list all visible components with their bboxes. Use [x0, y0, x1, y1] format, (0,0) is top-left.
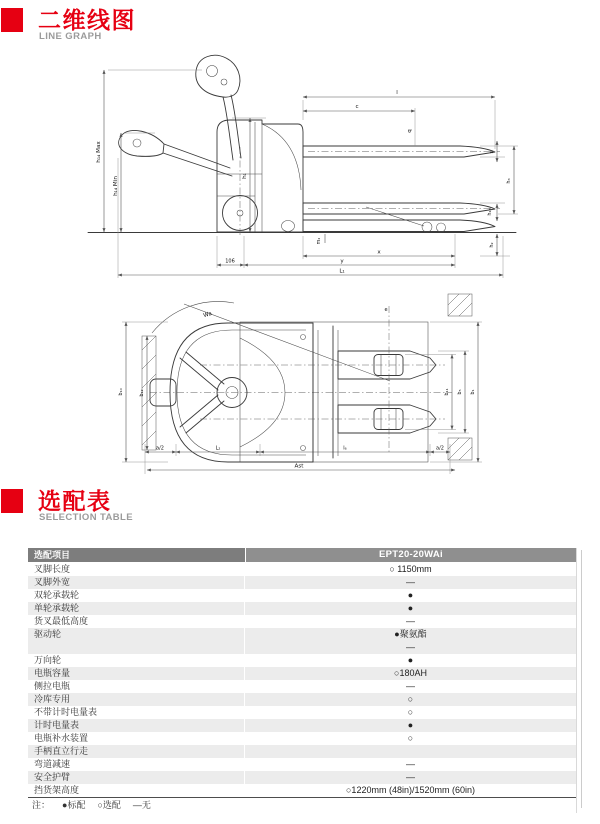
table-note-row — [28, 797, 576, 813]
section-title-en: LINE GRAPH — [39, 31, 102, 42]
spec-item-value: — — [406, 772, 415, 782]
spec-item-value: — — [406, 616, 415, 626]
table-row — [28, 563, 576, 576]
spec-item-label: 万向轮 — [28, 654, 245, 667]
dim-label-h3: h₃ — [506, 178, 512, 184]
dim-label-wa: Wa — [202, 310, 213, 320]
red-square-bullet-icon — [1, 8, 23, 32]
spec-item-label: 弯道减速 — [28, 758, 245, 771]
spec-item-value: ● — [407, 655, 414, 665]
dim-label-b1: b₁ — [470, 389, 476, 395]
spec-item-label: 安全护臂 — [28, 771, 245, 784]
dim-label-h14max: h₁₄ Max — [96, 141, 102, 163]
table-row — [28, 602, 576, 615]
pallet-outline — [240, 322, 428, 462]
spec-item-value: ○ — [407, 707, 414, 717]
dim-label-L2: L₂ — [215, 445, 221, 452]
dim-label-ast: Ast — [294, 463, 304, 470]
table-row — [28, 784, 576, 797]
aisle-corner-hatch-top — [448, 294, 472, 316]
table-row — [28, 745, 576, 758]
dim-label-106: 106 — [225, 258, 235, 265]
tiller-head-lowered — [119, 130, 164, 156]
dim-label-a2-right: a/2 — [436, 445, 444, 452]
dim-label-s: s — [489, 150, 495, 154]
table-row — [28, 576, 576, 589]
dim-label-q: q — [407, 129, 413, 133]
spec-item-value: ○ — [407, 694, 414, 704]
table-row — [28, 680, 576, 693]
tiller-arm-raised — [223, 97, 233, 160]
table-row — [28, 654, 576, 667]
spec-item-label: 侧拉电瓶 — [28, 680, 245, 693]
note-standard-legend: ●标配 — [62, 800, 86, 810]
top-view — [118, 294, 482, 474]
spec-item-value: ○ — [407, 733, 414, 743]
spec-item-label: 单轮承载轮 — [28, 602, 245, 615]
spec-item-label: 双轮承载轮 — [28, 589, 245, 602]
table-header-row — [28, 548, 576, 562]
column-header-item: 选配项目 — [28, 548, 245, 562]
spec-item-value: ○180AH — [394, 668, 427, 678]
load-roller — [422, 222, 432, 232]
spec-item-label: 手柄直立行走 — [28, 745, 245, 758]
note-prefix: 注： — [32, 800, 51, 810]
table-row — [28, 615, 576, 628]
spec-item-value: ● — [407, 603, 414, 613]
dim-label-l: l — [396, 90, 398, 96]
table-row — [28, 628, 576, 654]
caster-wheel — [282, 221, 295, 232]
dim-label-h13: h₁₃ — [487, 208, 493, 216]
table-row — [28, 693, 576, 706]
dim-label-b11: b₁₁ — [444, 388, 450, 396]
column-header-model: EPT20-20WAi — [246, 548, 576, 562]
spec-item-label: 叉脚外宽 — [28, 576, 245, 589]
spec-item-label: 叉脚长度 — [28, 563, 245, 576]
dim-label-b5: b₅ — [457, 389, 463, 395]
side-view — [88, 55, 518, 278]
dim-label-l6: l₆ — [343, 445, 347, 452]
spec-item-label: 货叉最低高度 — [28, 615, 245, 628]
note-optional-legend: ○选配 — [97, 800, 121, 810]
dim-label-x: x — [377, 249, 381, 256]
dim-label-m2: m₂ — [316, 237, 322, 245]
dim-label-y: y — [340, 258, 344, 265]
spec-item-label: 电瓶容量 — [28, 667, 245, 680]
turning-radius-line — [184, 304, 390, 381]
spec-item-label: 冷库专用 — [28, 693, 245, 706]
table-row — [28, 706, 576, 719]
note-none-legend: —无 — [132, 800, 151, 810]
spec-item-value: ○ 1150mm — [389, 564, 432, 574]
spec-item-value: ●聚氨酯 — — [394, 629, 427, 652]
turning-radius-arc — [152, 301, 234, 333]
fork-ground — [303, 220, 495, 232]
table-row — [28, 732, 576, 745]
section-title-cn: 二维线图 — [38, 7, 136, 33]
table-row — [28, 589, 576, 602]
spec-item-label: 挡货架高度 — [28, 784, 245, 797]
dim-label-b12: b₁₂ — [139, 389, 145, 397]
table-row — [28, 719, 576, 732]
spec-item-label: 不带计时电量表 — [28, 706, 245, 719]
table-right-edge-line — [581, 550, 582, 808]
spec-item-value: — — [406, 759, 415, 769]
spec-item-value: — — [406, 681, 415, 691]
table-row — [28, 758, 576, 771]
red-square-bullet-icon — [1, 489, 23, 513]
technical-drawing — [0, 50, 600, 480]
section-title-cn: 选配表 — [38, 488, 112, 514]
dim-label-h14min: h₁₄ Min — [113, 176, 119, 196]
dim-label-c: c — [355, 104, 359, 110]
table-row — [28, 667, 576, 680]
selection-table — [28, 548, 577, 813]
spec-item-value: ● — [407, 590, 414, 600]
dim-label-h1: h₁ — [242, 173, 248, 179]
section-title-en: SELECTION TABLE — [39, 512, 133, 523]
spec-item-value: ○1220mm (48in)/1520mm (60in) — [346, 785, 475, 795]
dim-label-b10: b₁₀ — [118, 388, 124, 396]
spec-item-value: — — [406, 577, 415, 587]
aisle-corner-hatch-bottom — [448, 438, 472, 460]
line-graph-header — [0, 7, 300, 53]
table-row — [28, 771, 576, 784]
spec-item-label: 电瓶补水装置 — [28, 732, 245, 745]
spec-item-label: 驱动轮 — [28, 628, 245, 654]
spec-item-value — [245, 745, 576, 758]
selection-table-header — [0, 488, 300, 534]
selection-table-rows — [28, 563, 576, 797]
dim-label-h2: h₂ — [489, 242, 495, 248]
spec-item-value: ● — [407, 720, 414, 730]
dim-label-L1: L₁ — [339, 268, 345, 275]
dim-label-a2-left: a/2 — [156, 445, 164, 452]
tiller-head-raised — [196, 55, 240, 97]
dim-label-e: e — [384, 307, 388, 313]
spec-item-label: 计时电量表 — [28, 719, 245, 732]
